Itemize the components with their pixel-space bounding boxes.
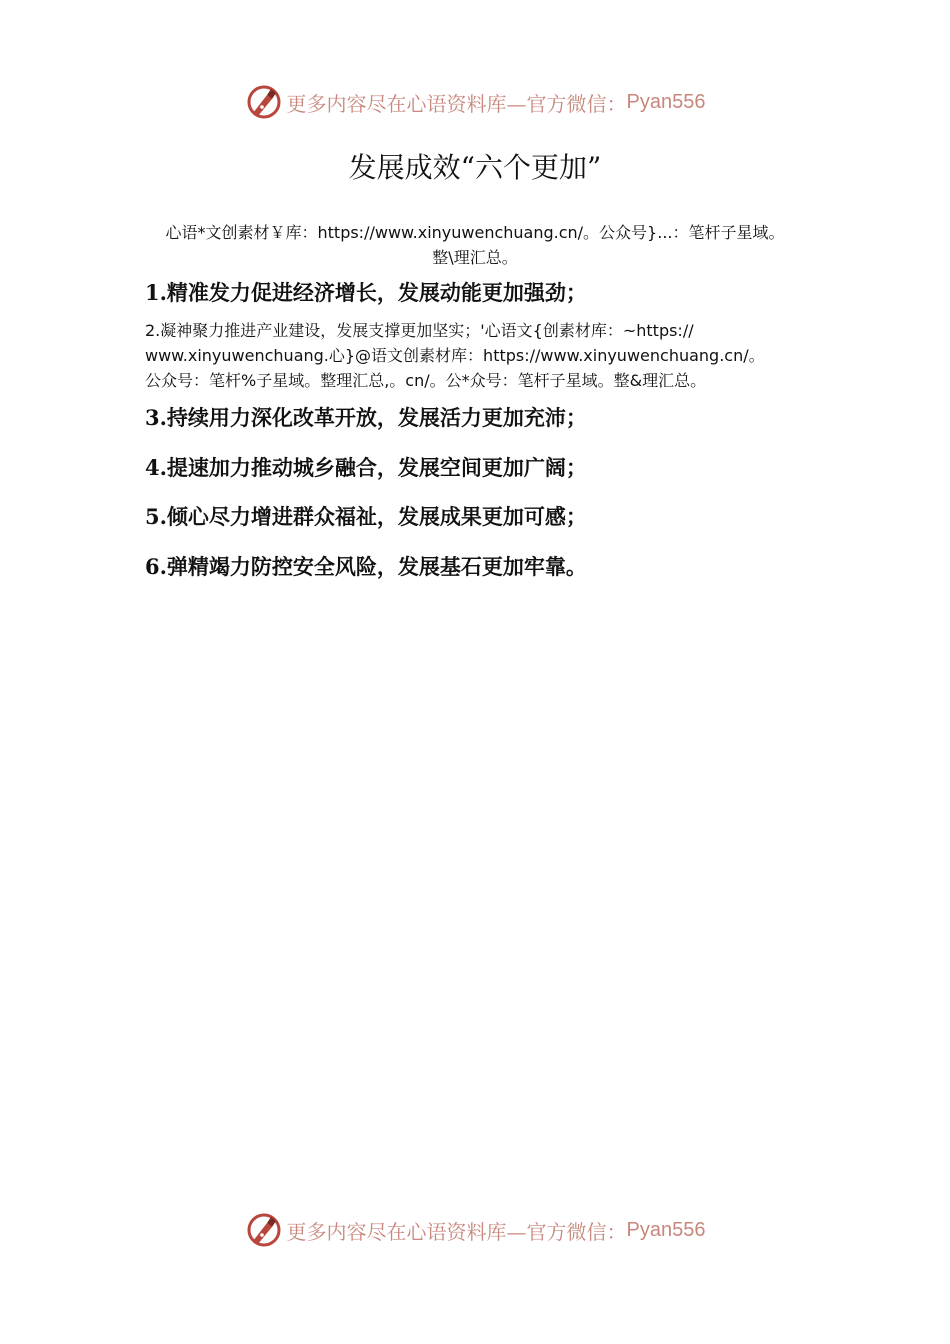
- banner-text: 更多内容尽在心语资料库—官方微信：: [286, 91, 627, 116]
- item-heading-4: 4.提速加力推动城乡融合，发展空间更加广阔；: [145, 455, 587, 480]
- item-2-line-1: 2.凝神聚力推进产业建设，发展支撑更加坚实；'心语文{创素材库：~https://: [145, 321, 694, 340]
- intro-paragraph: [140, 220, 810, 270]
- page-title: 发展成效“六个更加”: [348, 151, 602, 184]
- item-heading-5: 5.倾心尽力增进群众福祉，发展成果更加可感；: [145, 504, 587, 529]
- intro-line-1: 心语*文创素材￥库：https://www.xinyuwenchuang.cn/。公众号}...：笔杆子星域。: [165, 223, 785, 242]
- item-2-line-2: www.xinyuwenchuang.心}@语文创素材库：https://www.xinyuwenchuang.cn/。: [145, 346, 765, 365]
- banner-wechat-handle: Pyan556: [626, 90, 706, 113]
- header-watermark-banner: [0, 80, 950, 124]
- item-paragraph-2: [145, 318, 825, 393]
- item-heading-3: 3.持续用力深化改革开放，发展活力更加充沛；: [145, 405, 587, 430]
- pen-nib-logo-icon: [245, 83, 283, 121]
- banner-text: 更多内容尽在心语资料库—官方微信：: [286, 1219, 627, 1244]
- footer-watermark-banner: [0, 1208, 950, 1252]
- banner-wechat-handle: Pyan556: [626, 1218, 706, 1241]
- intro-line-2: 整\理汇总。: [432, 248, 518, 267]
- pen-nib-logo-icon: [245, 1211, 283, 1249]
- item-heading-1: 1.精准发力促进经济增长，发展动能更加强劲；: [145, 280, 587, 305]
- item-2-line-3: 公众号：笔杆%子星域。整理汇总,。cn/。公*众号：笔杆子星域。整&理汇总。: [145, 371, 707, 390]
- item-heading-6: 6.弹精竭力防控安全风险，发展基石更加牢靠。: [145, 554, 587, 579]
